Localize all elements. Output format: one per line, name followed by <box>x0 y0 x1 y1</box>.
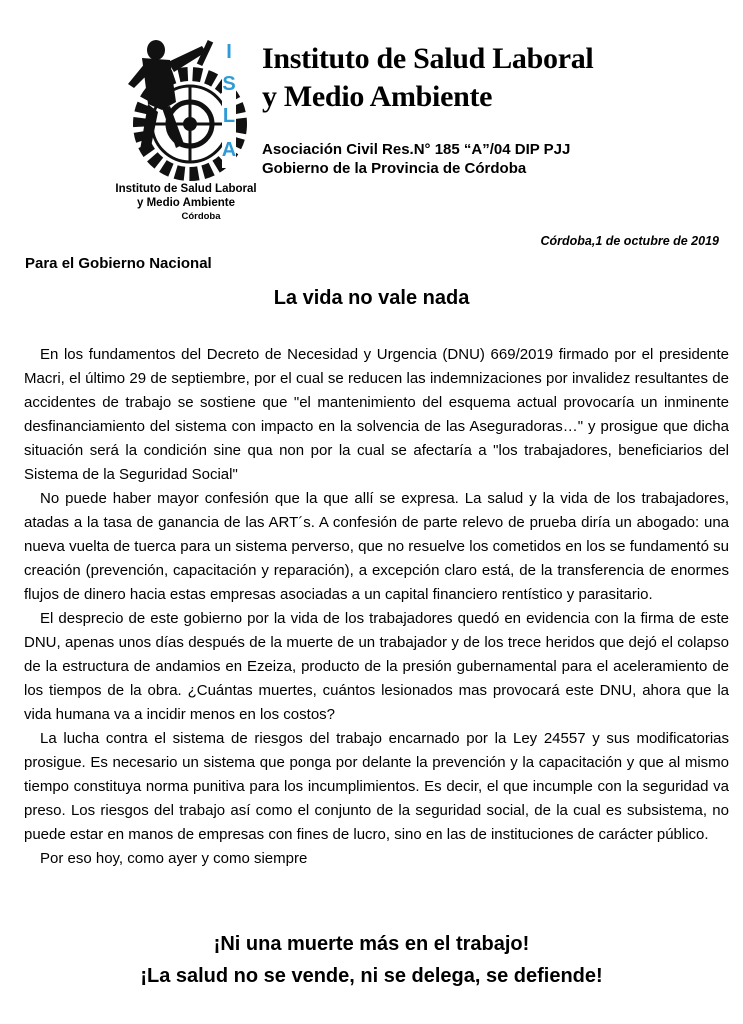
organization-name-line2: y Medio Ambiente <box>262 80 493 113</box>
closing-slogans <box>0 928 743 992</box>
logo-caption-line: y Medio Ambiente <box>137 197 235 209</box>
letter-title: La vida no vale nada <box>273 287 470 309</box>
body-paragraph: La lucha contra el sistema de riesgos del trabajo encarnado por la Ley 24557 y sus modificatorias prosigue. Es necesario un sistema que ponga por delante la prevención y la capacitación y que al mismo tiempo constituya norma punitiva para los incumplimientos. Es decir, el que incumple con la seguridad va preso. Los riesgos del trabajo así como el conjunto de la seguridad social, de la cual es subsistema, no puede estar en manos de empresas con fines de lucro, sino en las de instituciones de carácter público. <box>24 730 729 843</box>
institute-logo-emblem <box>118 32 260 182</box>
letter-recipient: Para el Gobierno Nacional <box>25 255 212 272</box>
body-paragraph: Por eso hoy, como ayer y como siempre <box>40 850 308 867</box>
closing-slogan-1: ¡Ni una muerte más en el trabajo! <box>213 933 530 955</box>
organization-name-line1: Instituto de Salud Laboral <box>262 42 594 75</box>
letter-date: Córdoba,1 de octubre de 2019 <box>540 234 719 248</box>
logo-caption <box>106 182 266 224</box>
organization-government: Gobierno de la Provincia de Córdoba <box>262 160 527 177</box>
logo-letter: L <box>222 105 236 127</box>
body-paragraph: No puede haber mayor confesión que la que allí se expresa. La salud y la vida de los trabajadores, atadas a la tasa de ganancia de las ART´s. A confesión de parte relevo de prueba diría un abogado: una nueva vuelta de tuerca para un sistema perverso, que no resuelve los cometidos en los se fundamentó su creación (prevención, capacitación y reparación), a excepción claro está, de la transferencia de enormes flujos de dinero hacia estas empresas asociadas a un capital financiero rentístico y parasitario. <box>24 490 729 603</box>
logo-letter: I <box>226 41 232 63</box>
logo-letter: S <box>222 73 236 95</box>
logo-caption-city: Córdoba <box>181 211 221 222</box>
organization-details <box>262 140 570 178</box>
organization-registration: Asociación Civil Res.N° 185 “A”/04 DIP PJJ <box>262 141 571 158</box>
body-paragraph: En los fundamentos del Decreto de Necesidad y Urgencia (DNU) 669/2019 firmado por el presidente Macri, el último 29 de septiembre, por el cual se reducen las indemnizaciones por invalidez resultantes de accidentes de trabajo se sostiene que "el mantenimiento del esquema actual provocaría un inminente desfinanciamiento del sistema con impacto en la solvencia de las Aseguradoras…" y prosigue que dicha situación será la condición sine qua non por la cual se afectaría a "los trabajadores, beneficiarios del Sistema de la Seguridad Social" <box>24 346 729 483</box>
logo-caption-line: Instituto de Salud Laboral <box>115 183 257 195</box>
organization-name <box>262 40 593 116</box>
logo-letters-band <box>222 38 236 168</box>
logo-letter: A <box>221 139 237 161</box>
closing-slogan-2: ¡La salud no se vende, ni se delega, se defiende! <box>140 965 603 987</box>
body-paragraph: El desprecio de este gobierno por la vida de los trabajadores quedó en evidencia con la firma de este DNU, apenas unos días después de la muerte de un trabajador y de los trece heridos que dejó el colapso de la estructura de andamios en Ezeiza, producto de la presión gubernamental para el aceleramiento de los tiempos de la obra. ¿Cuántas muertes, cuántos lesionados mas provocará este DNU, ahora que la vida humana va a incidir menos en los costos? <box>24 610 729 723</box>
letter-body <box>24 343 729 871</box>
